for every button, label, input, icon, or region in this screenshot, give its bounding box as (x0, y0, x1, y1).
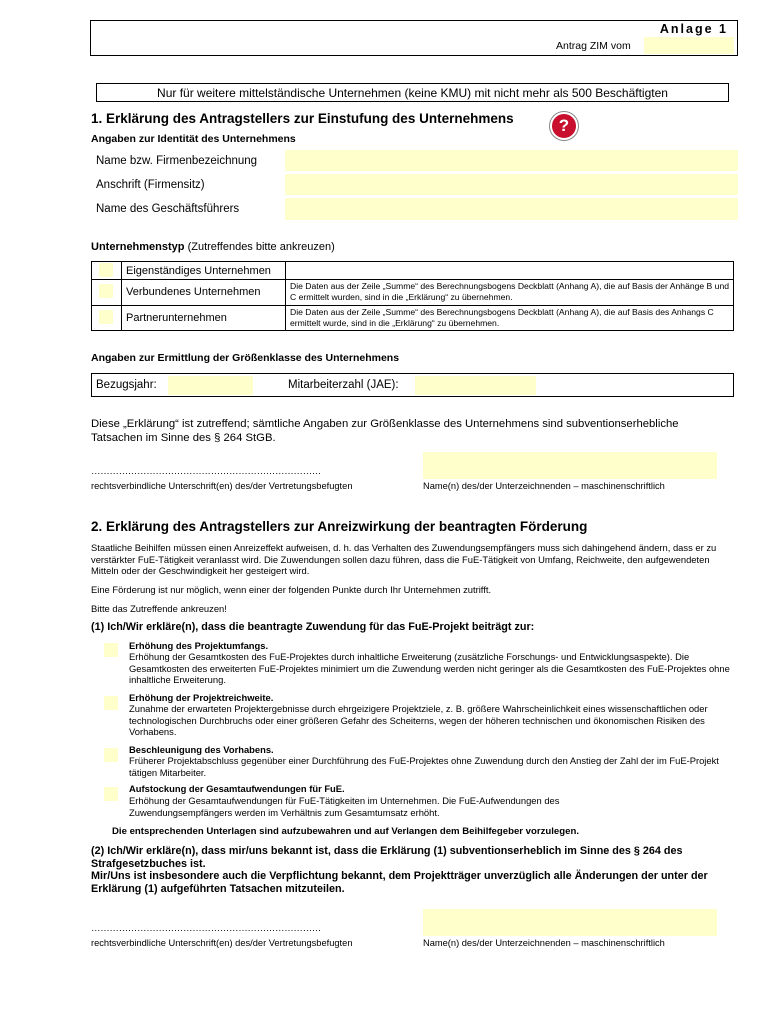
type-heading-rest: (Zutreffendes bitte ankreuzen) (184, 241, 335, 253)
type-heading (91, 241, 335, 253)
type-note-partner: Die Daten aus der Zeile „Summe“ des Berechnungsbogens Deckblatt (Anhang A), die auf Basis des Anhangs C ermittelt wurde, sind in die „Erklärung“ zu übernehmen. (290, 307, 714, 328)
checkbox-projektreichweite[interactable] (104, 696, 118, 710)
item1-title: Erhöhung des Projektumfangs. (129, 640, 269, 651)
item1-text: Erhöhung der Gesamtkosten des FuE-Projektes durch inhaltliche Erweiterung (zusätzliche Forschungs- und Entwicklungsaspekte). Die Gesamtkosten des erweiterten FuE-Projektes minimiert um die Zuwendung werden nicht geringer als die Gesamtkosten des FuE-Projektes ohne inhaltliche Erweiterung. (129, 651, 730, 686)
sub2-heading-b: Mir/Uns ist insbesondere auch die Verpflichtung bekannt, dem Projektträger unverzüglich alle Änderungen der unter der Erklärung (1) aufgeführten Tatsachen mitzuteilen. (91, 870, 708, 895)
section2-title: 2. Erklärung des Antragstellers zur Anreizwirkung der beantragten Förderung (91, 519, 588, 534)
signature-caption-2: rechtsverbindliche Unterschrift(en) des/der Vertretungsbefugten (91, 938, 353, 948)
item3-title: Beschleunigung des Vorhabens. (129, 744, 274, 755)
sub2-heading: (2) Ich/Wir erkläre(n), dass mir/uns bekannt ist, dass die Erklärung (1) subventionserheblich im Sinne des § 264 des Strafgesetzbuches ist. (91, 845, 683, 870)
signature-dots-1: ………………………………………………………………… (91, 466, 322, 477)
name-caption-1: Name(n) des/der Unterzeichnenden – maschinenschriftlich (423, 481, 665, 491)
mitarbeiter-label: Mitarbeiterzahl (JAE): (288, 379, 399, 391)
field-label-manager: Name des Geschäftsführers (96, 203, 240, 215)
bezugsjahr-field[interactable] (168, 376, 253, 395)
signature-dots-2: ………………………………………………………………… (91, 923, 322, 934)
name-caption-2: Name(n) des/der Unterzeichnenden – maschinenschriftlich (423, 938, 665, 948)
checkbox-eigenstaendig[interactable] (99, 263, 113, 277)
checkbox-partner[interactable] (99, 310, 113, 324)
field-label-name: Name bzw. Firmenbezeichnung (96, 155, 258, 167)
identity-heading: Angaben zur Identität des Unternehmens (91, 133, 296, 145)
mitarbeiter-field[interactable] (415, 376, 536, 395)
manager-field[interactable] (285, 198, 738, 220)
checkbox-aufstockung[interactable] (104, 787, 118, 801)
section2-para1: Staatliche Beihilfen müssen einen Anreizeffekt aufweisen, d. h. das Verhalten des Zuwendungsempfängers muss sich dahingehend ändern, dass er zu verstärkter FuE-Tätigkeit veranlasst wird. Die Zuwendungen sollen dazu führen, dass die FuE-Tätigkeit von Umfang, Reichweite, den aufgewendeten Mitteln oder der Geschwindigkeit her gesteigert wird. (91, 542, 717, 577)
signature-caption-1: rechtsverbindliche Unterschrift(en) des/der Vertretungsbefugten (91, 481, 353, 491)
antrag-date-field[interactable] (644, 37, 734, 54)
item2-title: Erhöhung der Projektreichweite. (129, 692, 274, 703)
type-heading-bold: Unternehmenstyp (91, 241, 185, 253)
help-icon[interactable]: ? (550, 112, 578, 140)
notice-text: Nur für weitere mittelständische Unternehmen (keine KMU) mit nicht mehr als 500 Beschäftigten (157, 86, 668, 100)
address-field[interactable] (285, 174, 738, 195)
type-note-verbunden: Die Daten aus der Zeile „Summe“ des Berechnungsbogens Deckblatt (Anhang A), die auf Basis der Anhänge B und C ermittelt wurden, sind in die „Erklärung“ zu übernehmen. (290, 281, 730, 302)
signer-name-field-2[interactable] (423, 909, 717, 936)
section2-para2: Eine Förderung ist nur möglich, wenn einer der folgenden Punkte durch Ihr Unternehmen zutrifft. (91, 584, 492, 595)
item3-text: Früherer Projektabschluss gegenüber einer Durchführung des FuE-Projektes ohne Zuwendung durch den Anstieg der Zahl der im FuE-Projekt tätigen Mitarbeiter. (129, 755, 719, 778)
checkbox-verbunden[interactable] (99, 284, 113, 298)
section1-title: 1. Erklärung des Antragstellers zur Einstufung des Unternehmens (91, 111, 514, 126)
item4-text: Erhöhung der Gesamtaufwendungen für FuE-Tätigkeiten im Unternehmen. Die FuE-Aufwendungen des Zuwendungsempfängers werden im Verhältnis zum Gesamtumsatz erhöht. (129, 795, 560, 818)
item4-title: Aufstockung der Gesamtaufwendungen für FuE. (129, 783, 345, 794)
size-heading: Angaben zur Ermittlung der Größenklasse des Unternehmens (91, 352, 400, 364)
field-label-address: Anschrift (Firmensitz) (96, 179, 205, 191)
section2-para3: Bitte das Zutreffende ankreuzen! (91, 603, 227, 614)
checkbox-projektumfang[interactable] (104, 643, 118, 657)
keep-note: Die entsprechenden Unterlagen sind aufzubewahren und auf Verlangen dem Beihilfegeber vorzulegen. (112, 826, 579, 837)
anlage-label: Anlage 1 (659, 22, 728, 36)
type-label-partner: Partnerunternehmen (126, 312, 227, 324)
type-label-eigenstaendig: Eigenständiges Unternehmen (126, 265, 271, 277)
checkbox-beschleunigung[interactable] (104, 748, 118, 762)
sub1-heading: (1) Ich/Wir erkläre(n), dass die beantragte Zuwendung für das FuE-Projekt beiträgt zur: (91, 621, 535, 633)
type-label-verbunden: Verbundenes Unternehmen (126, 286, 261, 298)
signer-name-field-1[interactable] (423, 452, 717, 479)
antrag-label: Antrag ZIM vom (556, 40, 631, 52)
bezugsjahr-label: Bezugsjahr: (96, 379, 157, 391)
item2-text: Zunahme der erwarteten Projektergebnisse durch ehrgeizigere Projektziele, z. B. größere Wahrscheinlichkeit eines wissenschaftlichen oder technologischen Durchbruchs oder einer größeren Gefahr des Scheiterns, wegen der höheren technischen und ökonomischen Risiken des Vorhabens. (129, 703, 708, 738)
company-name-field[interactable] (285, 150, 738, 171)
header-box (90, 20, 738, 56)
statement-text: Diese „Erklärung“ ist zutreffend; sämtliche Angaben zur Größenklasse des Unternehmens sind subventionserhebliche Tatsachen im Sinne des § 264 StGB. (91, 418, 679, 444)
